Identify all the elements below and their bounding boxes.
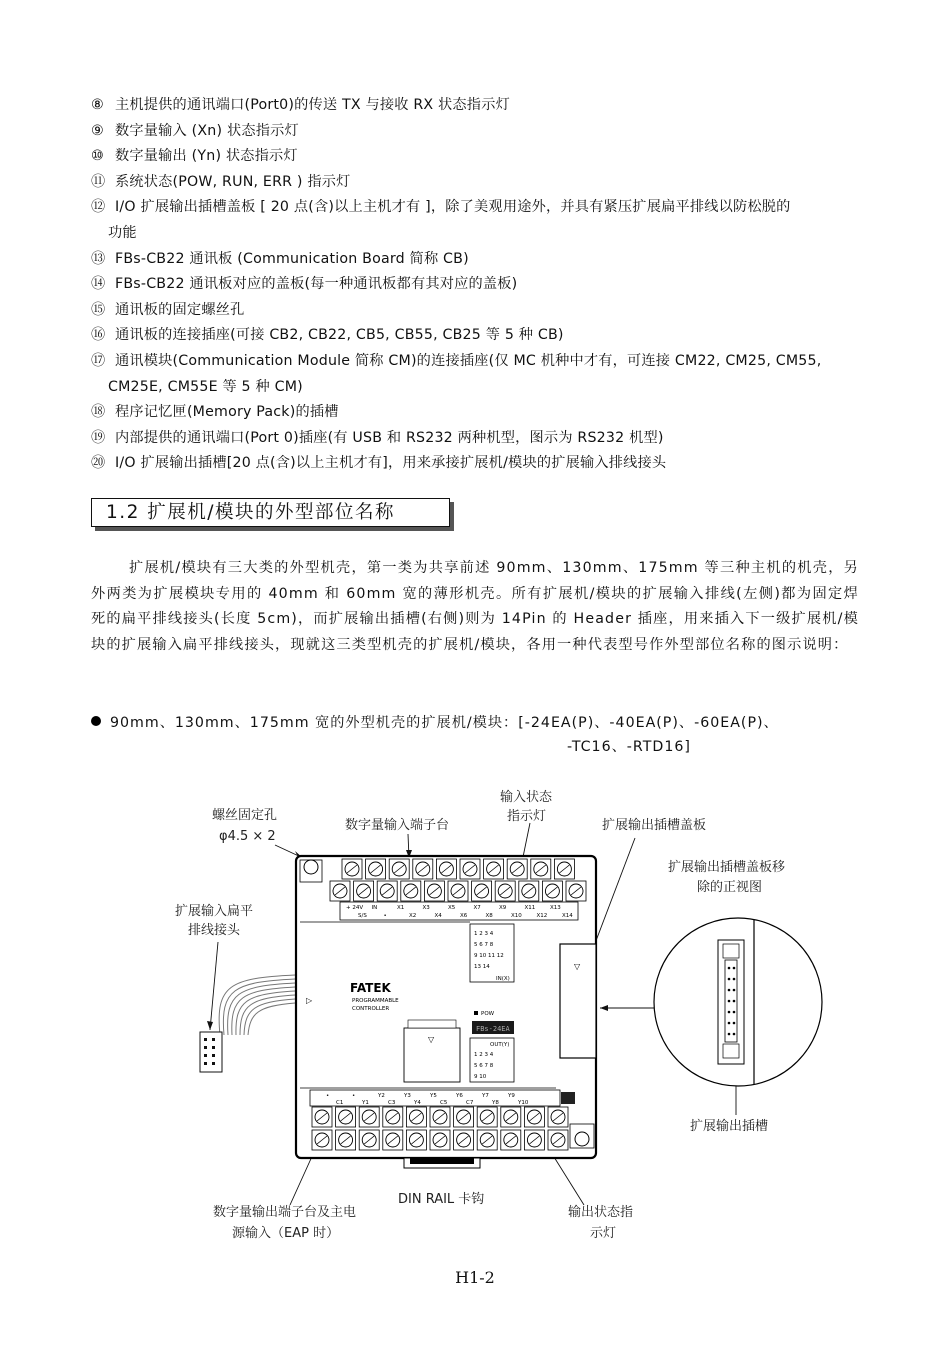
header-pin	[728, 967, 731, 970]
screw-hole-top-icon	[304, 860, 318, 874]
list-item-number: ⑯	[91, 327, 106, 344]
sink-src-switch	[561, 1092, 575, 1104]
input-terminal-label: X8	[485, 913, 493, 919]
input-led-number: 1 2 3 4	[474, 931, 494, 937]
list-item-text: 内部提供的通讯端口(Port 0)插座(有 USB 和 RS232 两种机型，图示为 RS232 机型)	[115, 429, 664, 446]
output-terminal-label: Y4	[414, 1100, 421, 1106]
input-led-number: 5 6 7 8	[474, 942, 494, 948]
header-pin	[733, 978, 736, 981]
output-terminal-label: Y8	[492, 1100, 499, 1106]
input-terminal-label: X11	[524, 905, 536, 911]
input-terminal-label: X5	[448, 905, 456, 911]
output-terminal-label: C1	[336, 1100, 344, 1106]
list-item-number: ⑧	[91, 97, 104, 113]
input-terminal-label: X14	[562, 913, 573, 919]
header-pin	[728, 989, 731, 992]
list-item-text: 程序记忆匣(Memory Pack)的插槽	[115, 404, 339, 421]
left-edge-marker: ▷	[306, 996, 313, 1005]
input-terminal-label: X4	[434, 913, 442, 919]
list-item-number: ⑲	[91, 429, 106, 446]
body-paragraph: 扩展机/模块有三大类的外型机壳，第一类为共享前述 90mm、130mm、175mm 等三种主机的机壳，另外两类为扩展模块专用的 40mm 和 60mm 宽的薄形机壳。所有扩展机/模块的扩展输入排线(左侧)都为固定焊死的扁平排线接头(长度 5cm)，而扩展输出插槽(右侧)则为 14Pin 的 Header 插座，用来插入下一级扩展机/模块的扩展输入扁平排线接头，现就这三类型机壳的扩展机/模块，各用一种代表型号作外型部位名称的图示说明：	[91, 560, 859, 653]
input-led-caption: IN(X)	[496, 976, 510, 982]
input-terminal-label: X9	[499, 905, 507, 911]
list-item-text: 主机提供的通讯端口(Port0)的传送 TX 与接收 RX 状态指示灯	[115, 97, 510, 113]
list-item-text: I/O 扩展输出插槽[20 点(含)以上主机才有]，用来承接扩展机/模块的扩展输入排线接头	[115, 455, 667, 472]
input-terminal-label: + 24V	[346, 905, 364, 911]
list-item-number: ⑩	[91, 148, 104, 165]
din-rail-label: DIN RAIL 卡钩	[398, 1192, 485, 1207]
input-terminal-label: IN	[371, 905, 378, 911]
header-pin	[733, 1033, 736, 1036]
list-item-text: 数字量输入 (Xn) 状态指示灯	[115, 122, 299, 139]
header-pin	[728, 1011, 731, 1014]
output-led-label-1: 输出状态指	[568, 1205, 634, 1220]
input-terminal-label: X7	[473, 905, 481, 911]
screw-hole-label: 螺丝固定孔	[212, 808, 278, 823]
input-led-label-2: 指示灯	[507, 809, 547, 824]
pow-led	[474, 1011, 478, 1015]
list-item-text: I/O 扩展输出插槽盖板 [ 20 点(含)以上主机才有 ]，除了美观用途外，并具有紧压扩展扁平排线以防松脱的	[115, 199, 791, 216]
header-pin	[728, 1033, 731, 1036]
output-terminal-label: Y3	[404, 1093, 411, 1099]
header-pin	[728, 1022, 731, 1025]
input-terminal-label: X10	[511, 913, 522, 919]
page-number: H1-2	[455, 1268, 495, 1287]
slot-cover-marker: ▽	[574, 962, 581, 971]
input-terminal-label: X1	[397, 905, 405, 911]
output-led-number: 5 6 7 8	[474, 1063, 494, 1069]
list-item-number: ⑱	[91, 404, 106, 421]
header-pin	[733, 1000, 736, 1003]
header-pin	[733, 967, 736, 970]
header-pin	[733, 989, 736, 992]
input-led-number: 9 10 11 12	[474, 953, 504, 959]
input-terminal-label: X13	[550, 905, 561, 911]
pow-label: POW	[481, 1011, 495, 1017]
output-terminal-label: Y10	[518, 1100, 529, 1106]
list-item-text: 通讯板的连接插座(可接 CB2, CB22, CB5, CB55, CB25 等 5 种 CB)	[115, 327, 564, 344]
list-item-number: ⑨	[91, 122, 104, 139]
output-terminal-label: C3	[388, 1100, 396, 1106]
output-terminal-label-2: 源输入（EAP 时）	[232, 1226, 340, 1241]
input-terminal-label: S/S	[358, 913, 367, 919]
screw-hole-dim: φ4.5 × 2	[219, 829, 276, 844]
bullet-line-2: -TC16、-RTD16]	[567, 739, 691, 755]
brand-logo: FATEK	[350, 981, 391, 995]
output-terminal-label: Y9	[508, 1093, 515, 1099]
output-terminal-label: •	[326, 1093, 330, 1099]
flat-cable	[219, 975, 295, 1035]
display-text: FBs-24EA	[476, 1025, 510, 1033]
output-terminal-label-1: 数字量输出端子台及主电	[213, 1205, 357, 1220]
output-terminal-label: Y2	[378, 1093, 385, 1099]
input-terminal-label: X3	[422, 905, 430, 911]
input-terminal-label: 数字量输入端子台	[345, 818, 450, 833]
list-item-text: 数字量输出 (Yn) 状态指示灯	[115, 148, 298, 165]
list-item-text: 系统状态(POW, RUN, ERR ) 指示灯	[115, 173, 351, 190]
output-terminal-label: C5	[440, 1100, 448, 1106]
output-led-caption: OUT(Y)	[490, 1042, 510, 1048]
output-slot-label: 扩展输出插槽	[690, 1119, 769, 1134]
din-rail-hook-inner	[410, 1158, 474, 1164]
list-item-text: 通讯板的固定螺丝孔	[115, 301, 245, 318]
flat-cable-label-1: 扩展输入扁平	[175, 904, 254, 919]
output-led-label-2: 示灯	[590, 1226, 617, 1241]
list-item-number: ⑬	[91, 250, 106, 267]
screw-hole-bottom-icon	[575, 1132, 589, 1146]
list-item-number: ⑳	[91, 455, 106, 472]
output-terminal-label: •	[352, 1093, 356, 1099]
output-led-number: 1 2 3 4	[474, 1052, 494, 1058]
list-item-text: FBs-CB22 通讯板对应的盖板(每一种通讯板都有其对应的盖板)	[115, 276, 518, 293]
list-item-number: ⑪	[91, 173, 106, 190]
output-terminal-label: Y1	[362, 1100, 369, 1106]
input-terminal-label: X12	[536, 913, 548, 919]
list-item-number: ⑭	[91, 276, 106, 293]
slot-cover-removed-label-1: 扩展输出插槽盖板移	[668, 860, 786, 875]
output-terminal-label: Y7	[482, 1093, 489, 1099]
header-pin	[728, 978, 731, 981]
output-terminal-label: Y5	[430, 1093, 437, 1099]
brand-sub-2: CONTROLLER	[352, 1006, 390, 1012]
slot-cover-removed-label-2: 除的正视图	[697, 880, 763, 895]
comm-cover-tab	[408, 1020, 456, 1028]
list-item-number: ⑮	[91, 301, 106, 318]
output-terminal-label: C7	[466, 1100, 474, 1106]
list-item-number: ⑫	[91, 199, 106, 216]
header-pin	[733, 1011, 736, 1014]
output-led-number: 9 10	[474, 1074, 487, 1080]
header-pin	[733, 1022, 736, 1025]
header-pin	[728, 1000, 731, 1003]
list-item-text: 通讯模块(Communication Module 简称 CM)的连接插座(仅 MC 机种中才有，可连接 CM22, CM25, CM55,	[115, 352, 822, 369]
input-led-number: 13 14	[474, 964, 490, 970]
flat-cable-label-2: 排线接头	[188, 923, 241, 938]
input-terminal-label: •	[383, 913, 387, 919]
input-terminal-label: X2	[409, 913, 417, 919]
slot-cover-label: 扩展输出插槽盖板	[602, 818, 707, 833]
bullet-line-1: 90mm、130mm、175mm 宽的外型机壳的扩展机/模块：[-24EA(P)、-40EA(P)、-60EA(P)、	[110, 715, 779, 731]
input-terminal-label: X6	[460, 913, 468, 919]
list-item-text: FBs-CB22 通讯板 (Communication Board 简称 CB)	[115, 250, 469, 267]
input-led-label-1: 输入状态	[500, 790, 553, 805]
section-title: 1.2 扩展机/模块的外型部位名称	[91, 498, 450, 527]
flat-cable-connector	[200, 1032, 222, 1072]
brand-sub-1: PROGRAMMABLE	[352, 998, 399, 1004]
list-item-continuation: CM25E, CM55E 等 5 种 CM)	[108, 378, 303, 395]
list-item-continuation: 功能	[108, 224, 137, 241]
list-item-number: ⑰	[91, 352, 106, 369]
output-terminal-label: Y6	[456, 1093, 463, 1099]
comm-cover-marker: ▽	[428, 1035, 435, 1044]
